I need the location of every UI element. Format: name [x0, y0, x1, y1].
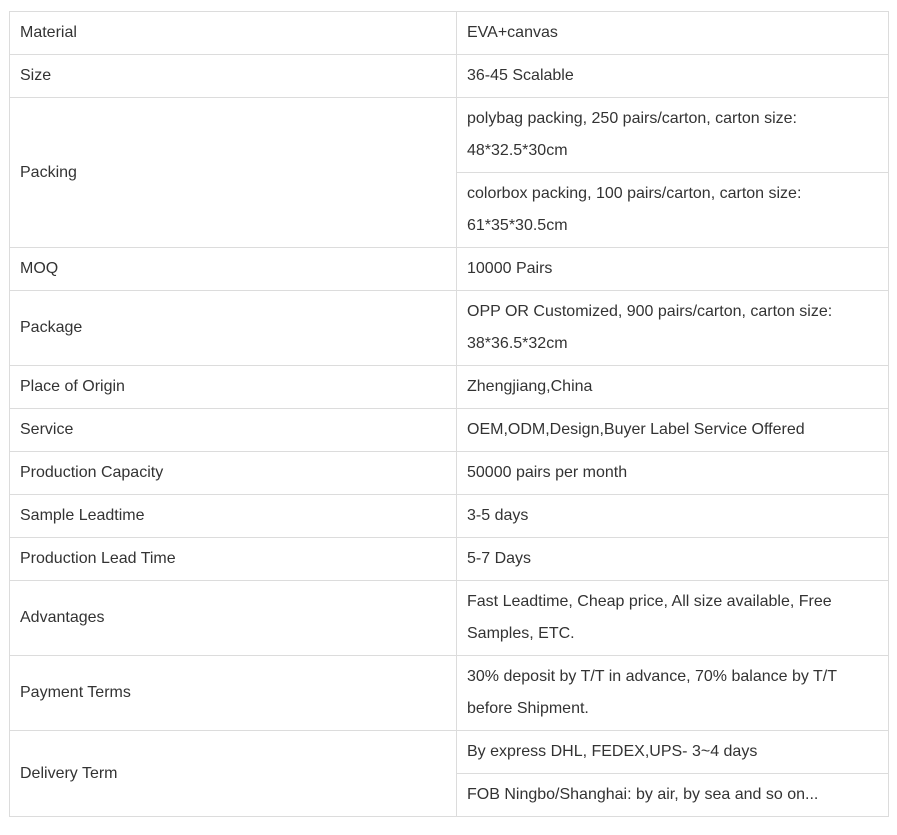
row-label: Production Lead Time [10, 538, 457, 581]
table-row [10, 452, 889, 495]
row-label: Production Capacity [10, 452, 457, 495]
row-label: Delivery Term [10, 731, 457, 817]
row-label: Service [10, 409, 457, 452]
row-value: 50000 pairs per month [457, 452, 889, 495]
table-row [10, 291, 889, 366]
row-value: 30% deposit by T/T in advance, 70% balance by T/T before Shipment. [457, 656, 889, 731]
table-row [10, 248, 889, 291]
table-row [10, 12, 889, 55]
row-value: 5-7 Days [457, 538, 889, 581]
table-row [10, 409, 889, 452]
row-label: Place of Origin [10, 366, 457, 409]
table-row [10, 55, 889, 98]
row-value: EVA+canvas [457, 12, 889, 55]
row-label: Package [10, 291, 457, 366]
row-value: By express DHL, FEDEX,UPS- 3~4 days [457, 731, 889, 774]
table-row [10, 538, 889, 581]
row-value: 3-5 days [457, 495, 889, 538]
table-row [10, 366, 889, 409]
table-row [10, 495, 889, 538]
row-label: Advantages [10, 581, 457, 656]
row-value: FOB Ningbo/Shanghai: by air, by sea and so on... [457, 774, 889, 817]
table-row [10, 731, 889, 774]
table-row [10, 98, 889, 173]
row-value: Fast Leadtime, Cheap price, All size available, Free Samples, ETC. [457, 581, 889, 656]
row-label: MOQ [10, 248, 457, 291]
row-value: OPP OR Customized, 900 pairs/carton, carton size: 38*36.5*32cm [457, 291, 889, 366]
row-value: Zhengjiang,China [457, 366, 889, 409]
row-value: 10000 Pairs [457, 248, 889, 291]
row-value: 36-45 Scalable [457, 55, 889, 98]
row-label: Sample Leadtime [10, 495, 457, 538]
spec-table [9, 11, 889, 817]
row-label: Packing [10, 98, 457, 248]
row-value: polybag packing, 250 pairs/carton, carton size: 48*32.5*30cm [457, 98, 889, 173]
row-label: Material [10, 12, 457, 55]
row-value: OEM,ODM,Design,Buyer Label Service Offered [457, 409, 889, 452]
row-value: colorbox packing, 100 pairs/carton, carton size: 61*35*30.5cm [457, 173, 889, 248]
table-row [10, 581, 889, 656]
row-label: Payment Terms [10, 656, 457, 731]
row-label: Size [10, 55, 457, 98]
table-row [10, 656, 889, 731]
